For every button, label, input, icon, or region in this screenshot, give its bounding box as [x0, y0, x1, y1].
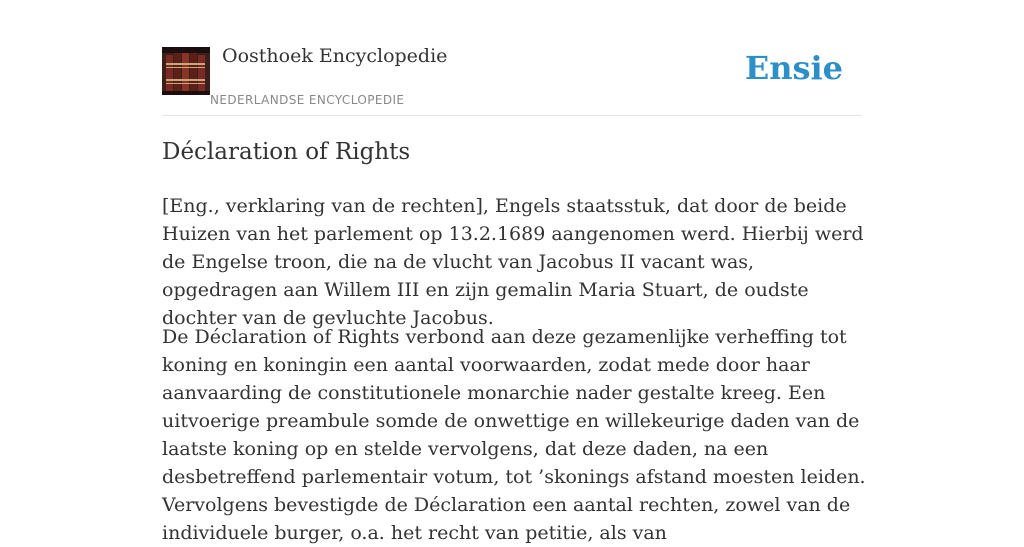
encyclopedia-books-icon[interactable]: [162, 47, 210, 95]
page: [162, 0, 866, 544]
article-paragraph: De Déclaration of Rights verbond aan deze gezamenlijke verheffing tot koning en koningin een aantal voorwaarden, zodat mede door haar aanvaarding de constitutionele monarchie nader gestalte kreeg. Een uitvoerige preambule somde de onwettige en willekeurige daden van de laatste koning op en stelde vervolgens, dat deze daden, na een desbetreffend parlementair votum, tot ’skonings afstand moesten leiden. Vervolgens bevestigde de Déclaration een aantal rechten, zowel van de individuele burger, o.a. het recht van petitie, als van: [162, 326, 866, 544]
ensie-brand-link[interactable]: Ensie: [744, 49, 843, 87]
site-title[interactable]: Oosthoek Encyclopedie: [222, 45, 448, 67]
site-header: [162, 0, 862, 116]
article-paragraph: [Eng., verklaring van de rechten], Engels staatsstuk, dat door de beide Huizen van het parlement op 13.2.1689 aangenomen werd. Hierbij werd de Engelse troon, die na de vlucht van Jacobus II vacant was, opgedragen aan Willem III en zijn gemalin Maria Stuart, de oudste dochter van de gevluchte Jacobus.: [162, 195, 864, 329]
site-subtitle: NEDERLANDSE ENCYCLOPEDIE: [210, 93, 405, 107]
article-title: Déclaration of Rights: [162, 139, 411, 165]
